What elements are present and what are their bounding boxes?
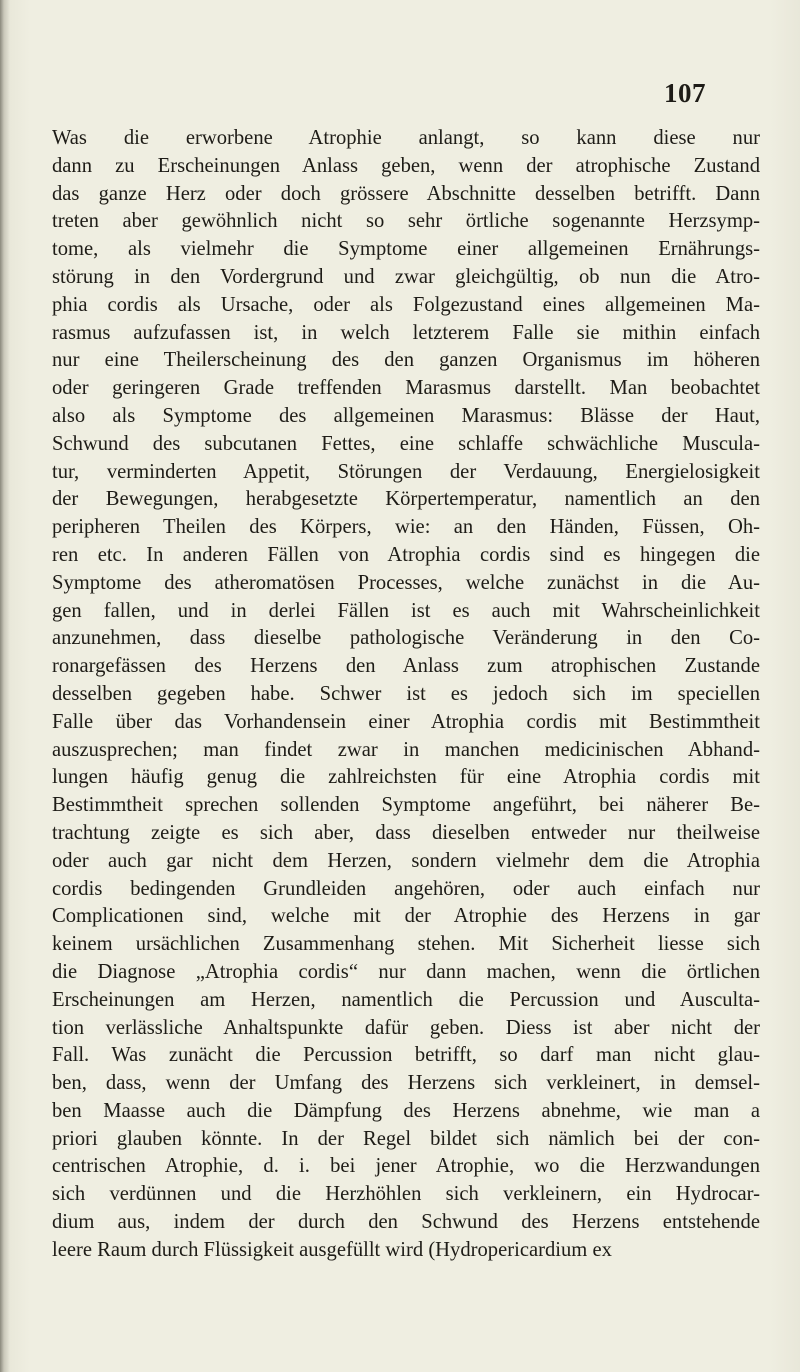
text-line: peripheren Theilen des Körpers, wie: an den Händen, Füssen, Oh- bbox=[52, 516, 760, 539]
text-line: Erscheinungen am Herzen, namentlich die Percussion und Ausculta- bbox=[52, 988, 760, 1011]
text-line: Was die erworbene Atrophie anlangt, so kann diese nur bbox=[52, 127, 760, 149]
text-line: tome, als vielmehr die Symptome einer allgemeinen Ernährungs- bbox=[52, 238, 760, 261]
text-line: dium aus, indem der durch den Schwund des Herzens entstehende bbox=[52, 1211, 760, 1234]
text-line: lungen häufig genug die zahlreichsten für eine Atrophia cordis mit bbox=[52, 766, 760, 789]
text-line: trachtung zeigte es sich aber, dass dieselben entweder nur theilweise bbox=[52, 821, 760, 844]
text-line: leere Raum durch Flüssigkeit ausgefüllt wird (Hydropericardium ex bbox=[52, 1238, 612, 1261]
text-line: das ganze Herz oder doch grössere Abschnitte desselben betrifft. Dann bbox=[52, 182, 760, 205]
text-line: rasmus aufzufassen ist, in welch letzterem Falle sie mithin einfach bbox=[52, 321, 760, 344]
text-line: Bestimmtheit sprechen sollenden Symptome angeführt, bei näherer Be- bbox=[52, 794, 760, 817]
text-line: ben Maasse auch die Dämpfung des Herzens abnehme, wie man a bbox=[52, 1099, 760, 1122]
text-line: desselben gegeben habe. Schwer ist es jedoch sich im speciellen bbox=[52, 682, 760, 705]
text-line: Schwund des subcutanen Fettes, eine schlaffe schwächliche Muscula- bbox=[52, 432, 760, 455]
body-text bbox=[52, 125, 760, 1265]
text-line: der Bewegungen, herabgesetzte Körpertemperatur, namentlich an den bbox=[52, 488, 760, 511]
text-line: cordis bedingenden Grundleiden angehören, oder auch einfach nur bbox=[52, 877, 760, 900]
text-line: ren etc. In anderen Fällen von Atrophia cordis sind es hingegen die bbox=[52, 543, 760, 566]
text-line: Complicationen sind, welche mit der Atrophie des Herzens in gar bbox=[52, 905, 760, 928]
text-line: störung in den Vordergrund und zwar gleichgültig, ob nun die Atro- bbox=[52, 265, 760, 288]
text-line: Symptome des atheromatösen Processes, welche zunächst in die Au- bbox=[52, 571, 760, 594]
text-line: tion verlässliche Anhaltspunkte dafür geben. Diess ist aber nicht der bbox=[52, 1016, 760, 1039]
text-line: treten aber gewöhnlich nicht so sehr örtliche sogenannte Herzsymp- bbox=[52, 210, 760, 233]
text-line: keinem ursächlichen Zusammenhang stehen. Mit Sicherheit liesse sich bbox=[52, 933, 760, 956]
text-line: phia cordis als Ursache, oder als Folgezustand eines allgemeinen Ma- bbox=[52, 293, 760, 316]
text-line: centrischen Atrophie, d. i. bei jener Atrophie, wo die Herzwandungen bbox=[52, 1155, 760, 1178]
text-line: die Diagnose „Atrophia cordis“ nur dann machen, wenn die örtlichen bbox=[52, 960, 760, 983]
text-line: anzunehmen, dass dieselbe pathologische Veränderung in den Co- bbox=[52, 627, 760, 650]
text-line: auszusprechen; man findet zwar in manchen medicinischen Abhand- bbox=[52, 738, 760, 761]
text-line: nur eine Theilerscheinung des den ganzen Organismus im höheren bbox=[52, 349, 760, 372]
text-line: sich verdünnen und die Herzhöhlen sich verkleinern, ein Hydrocar- bbox=[52, 1183, 760, 1206]
text-line: dann zu Erscheinungen Anlass geben, wenn der atrophische Zustand bbox=[52, 154, 760, 177]
page-binding-edge bbox=[0, 0, 10, 1372]
text-line: Fall. Was zunächt die Percussion betrifft, so darf man nicht glau- bbox=[52, 1044, 760, 1067]
text-line: oder auch gar nicht dem Herzen, sondern vielmehr dem die Atrophia bbox=[52, 849, 760, 872]
text-line: Falle über das Vorhandensein einer Atrophia cordis mit Bestimmtheit bbox=[52, 710, 760, 733]
text-line: ben, dass, wenn der Umfang des Herzens sich verkleinert, in demsel- bbox=[52, 1072, 760, 1095]
text-line: also als Symptome des allgemeinen Marasmus: Blässe der Haut, bbox=[52, 404, 760, 427]
text-line: priori glauben könnte. In der Regel bildet sich nämlich bei der con- bbox=[52, 1127, 760, 1150]
text-line: ronargefässen des Herzens den Anlass zum atrophischen Zustande bbox=[52, 655, 760, 678]
page-number: 107 bbox=[664, 78, 706, 108]
text-line: gen fallen, und in derlei Fällen ist es auch mit Wahrscheinlichkeit bbox=[52, 599, 760, 622]
text-line: oder geringeren Grade treffenden Marasmus darstellt. Man beobachtet bbox=[52, 377, 760, 400]
text-line: tur, verminderten Appetit, Störungen der Verdauung, Energielosigkeit bbox=[52, 460, 760, 483]
